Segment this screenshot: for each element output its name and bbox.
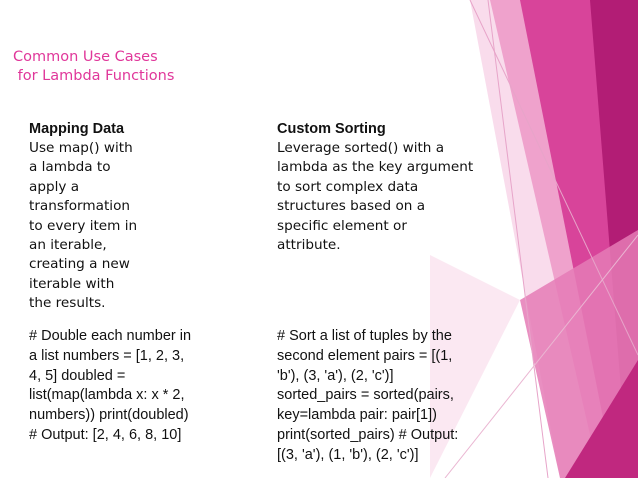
- desc-line: Use map() with: [29, 140, 133, 156]
- code-line: sorted_pairs = sorted(pairs,: [277, 387, 454, 404]
- desc-line: transformation: [29, 198, 131, 215]
- desc-line: to sort complex data: [277, 178, 419, 195]
- custom-sorting-description: [277, 139, 507, 255]
- code-line: list(map(lambda x: x * 2,: [29, 387, 185, 404]
- title-line-1: Common Use Cases: [13, 49, 158, 65]
- desc-line: structures based on a: [277, 198, 426, 215]
- code-line: # Output: [2, 4, 6, 8, 10]: [29, 426, 182, 443]
- code-line: # Double each number in: [29, 328, 192, 344]
- code-line: [(3, 'a'), (1, 'b'), (2, 'c')]: [277, 446, 419, 463]
- desc-line: to every item in: [29, 217, 138, 234]
- desc-line: creating a new: [29, 256, 130, 273]
- title-line-2: for Lambda Functions: [13, 68, 175, 84]
- mapping-data-section: [29, 120, 209, 314]
- code-line: a list numbers = [1, 2, 3,: [29, 347, 185, 364]
- code-line: # Sort a list of tuples by the: [277, 328, 452, 344]
- code-line: 'b'), (3, 'a'), (2, 'c')]: [277, 367, 394, 384]
- code-line: 4, 5] doubled =: [29, 367, 126, 384]
- desc-line: iterable with: [29, 275, 115, 292]
- desc-line: attribute.: [277, 237, 341, 254]
- code-line: second element pairs = [(1,: [277, 347, 453, 364]
- desc-line: the results.: [29, 295, 106, 312]
- desc-line: specific element or: [277, 217, 407, 234]
- mapping-data-code-example: [29, 327, 191, 446]
- mapping-data-heading: Mapping Data: [29, 121, 125, 137]
- desc-line: lambda as the key argument: [277, 159, 474, 176]
- mapping-data-description: [29, 139, 209, 314]
- custom-sorting-code-example: [277, 327, 458, 466]
- code-line: numbers)) print(doubled): [29, 407, 189, 424]
- code-line: key=lambda pair: pair[1]): [277, 407, 437, 424]
- desc-line: an iterable,: [29, 237, 107, 254]
- slide-title: [13, 48, 174, 86]
- custom-sorting-section: [277, 120, 507, 255]
- desc-line: Leverage sorted() with a: [277, 140, 445, 156]
- custom-sorting-heading: Custom Sorting: [277, 121, 386, 137]
- desc-line: apply a: [29, 178, 80, 195]
- code-line: print(sorted_pairs) # Output:: [277, 426, 459, 443]
- desc-line: a lambda to: [29, 159, 111, 176]
